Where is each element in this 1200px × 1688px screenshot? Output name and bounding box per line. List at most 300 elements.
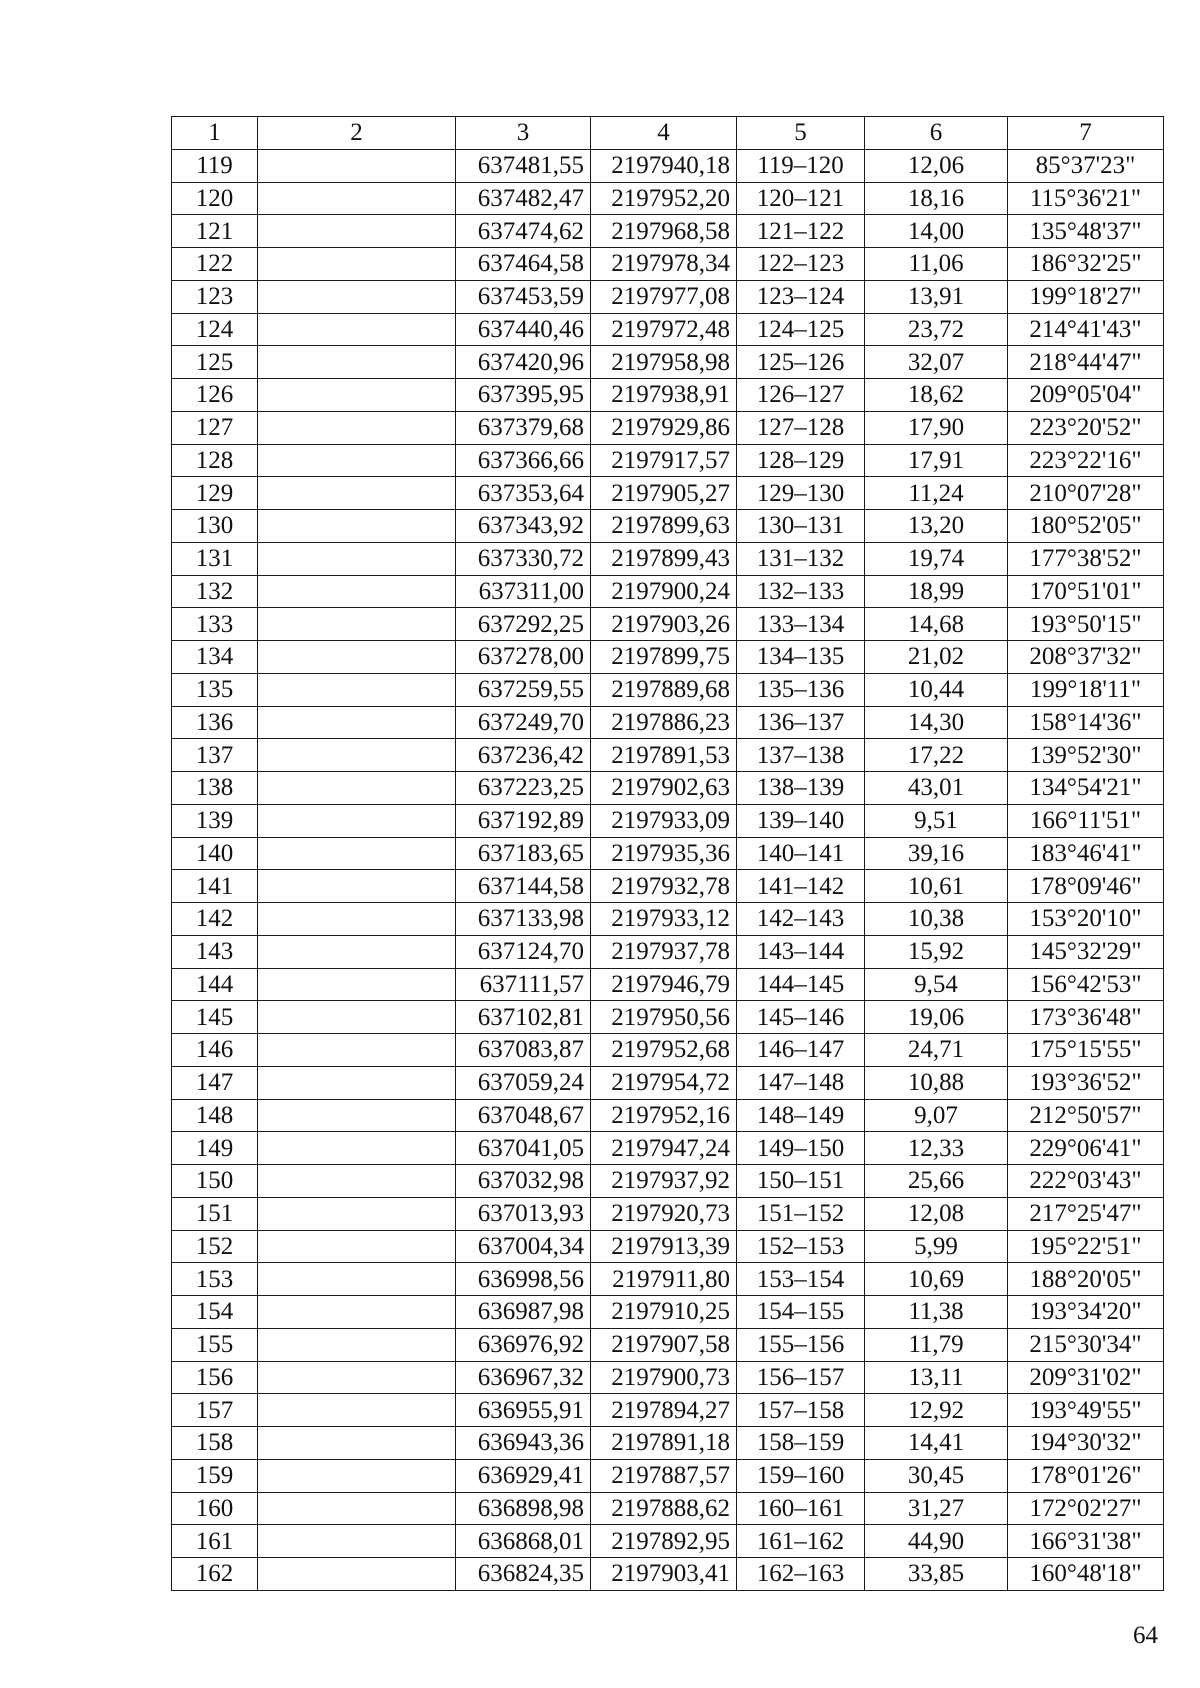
table-row (172, 215, 1164, 248)
description-cell (258, 280, 456, 313)
description-cell (258, 1165, 456, 1198)
segment-cell: 122–123 (737, 248, 865, 281)
distance-cell: 24,71 (865, 1034, 1008, 1067)
y-coordinate-cell: 2197910,25 (591, 1296, 737, 1329)
table-row (172, 870, 1164, 903)
distance-cell: 17,90 (865, 411, 1008, 444)
bearing-cell: 199°18'11" (1008, 673, 1164, 706)
segment-cell: 149–150 (737, 1132, 865, 1165)
bearing-cell: 178°09'46" (1008, 870, 1164, 903)
distance-cell: 25,66 (865, 1165, 1008, 1198)
y-coordinate-cell: 2197952,20 (591, 182, 737, 215)
distance-cell: 44,90 (865, 1525, 1008, 1558)
column-header: 3 (456, 117, 591, 150)
table-row (172, 706, 1164, 739)
x-coordinate-cell: 637330,72 (456, 542, 591, 575)
point-number-cell: 160 (172, 1492, 258, 1525)
segment-cell: 157–158 (737, 1394, 865, 1427)
table-row (172, 1132, 1164, 1165)
column-header: 6 (865, 117, 1008, 150)
segment-cell: 145–146 (737, 1001, 865, 1034)
segment-cell: 139–140 (737, 804, 865, 837)
distance-cell: 39,16 (865, 837, 1008, 870)
segment-cell: 141–142 (737, 870, 865, 903)
description-cell (258, 346, 456, 379)
bearing-cell: 177°38'52" (1008, 542, 1164, 575)
point-number-cell: 126 (172, 379, 258, 412)
x-coordinate-cell: 636929,41 (456, 1459, 591, 1492)
x-coordinate-cell: 637278,00 (456, 641, 591, 674)
point-number-cell: 151 (172, 1197, 258, 1230)
x-coordinate-cell: 637311,00 (456, 575, 591, 608)
segment-cell: 140–141 (737, 837, 865, 870)
bearing-cell: 85°37'23" (1008, 149, 1164, 182)
y-coordinate-cell: 2197968,58 (591, 215, 737, 248)
distance-cell: 18,16 (865, 182, 1008, 215)
distance-cell: 10,88 (865, 1066, 1008, 1099)
distance-cell: 19,06 (865, 1001, 1008, 1034)
y-coordinate-cell: 2197899,43 (591, 542, 737, 575)
point-number-cell: 123 (172, 280, 258, 313)
distance-cell: 19,74 (865, 542, 1008, 575)
y-coordinate-cell: 2197937,78 (591, 935, 737, 968)
bearing-cell: 183°46'41" (1008, 837, 1164, 870)
table-row (172, 935, 1164, 968)
y-coordinate-cell: 2197903,41 (591, 1558, 737, 1591)
y-coordinate-cell: 2197938,91 (591, 379, 737, 412)
x-coordinate-cell: 636998,56 (456, 1263, 591, 1296)
description-cell (258, 968, 456, 1001)
segment-cell: 130–131 (737, 510, 865, 543)
point-number-cell: 142 (172, 903, 258, 936)
document-page (171, 116, 1163, 1591)
bearing-cell: 193°34'20" (1008, 1296, 1164, 1329)
bearing-cell: 178°01'26" (1008, 1459, 1164, 1492)
point-number-cell: 152 (172, 1230, 258, 1263)
y-coordinate-cell: 2197947,24 (591, 1132, 737, 1165)
description-cell (258, 542, 456, 575)
x-coordinate-cell: 636967,32 (456, 1361, 591, 1394)
table-row (172, 1263, 1164, 1296)
y-coordinate-cell: 2197932,78 (591, 870, 737, 903)
segment-cell: 150–151 (737, 1165, 865, 1198)
x-coordinate-cell: 637395,95 (456, 379, 591, 412)
x-coordinate-cell: 637353,64 (456, 477, 591, 510)
column-header: 4 (591, 117, 737, 150)
point-number-cell: 130 (172, 510, 258, 543)
x-coordinate-cell: 637102,81 (456, 1001, 591, 1034)
description-cell (258, 1066, 456, 1099)
bearing-cell: 209°05'04" (1008, 379, 1164, 412)
distance-cell: 12,08 (865, 1197, 1008, 1230)
distance-cell: 10,61 (865, 870, 1008, 903)
point-number-cell: 149 (172, 1132, 258, 1165)
distance-cell: 10,69 (865, 1263, 1008, 1296)
description-cell (258, 215, 456, 248)
table-row (172, 477, 1164, 510)
description-cell (258, 149, 456, 182)
x-coordinate-cell: 636824,35 (456, 1558, 591, 1591)
table-row (172, 1361, 1164, 1394)
table-row (172, 641, 1164, 674)
distance-cell: 11,06 (865, 248, 1008, 281)
description-cell (258, 1328, 456, 1361)
point-number-cell: 125 (172, 346, 258, 379)
segment-cell: 135–136 (737, 673, 865, 706)
y-coordinate-cell: 2197892,95 (591, 1525, 737, 1558)
bearing-cell: 209°31'02" (1008, 1361, 1164, 1394)
table-row (172, 542, 1164, 575)
point-number-cell: 141 (172, 870, 258, 903)
segment-cell: 153–154 (737, 1263, 865, 1296)
description-cell (258, 903, 456, 936)
description-cell (258, 248, 456, 281)
bearing-cell: 194°30'32" (1008, 1427, 1164, 1460)
y-coordinate-cell: 2197899,63 (591, 510, 737, 543)
point-number-cell: 140 (172, 837, 258, 870)
x-coordinate-cell: 637004,34 (456, 1230, 591, 1263)
distance-cell: 14,30 (865, 706, 1008, 739)
description-cell (258, 313, 456, 346)
point-number-cell: 124 (172, 313, 258, 346)
table-row (172, 772, 1164, 805)
bearing-cell: 153°20'10" (1008, 903, 1164, 936)
x-coordinate-cell: 637366,66 (456, 444, 591, 477)
bearing-cell: 218°44'47" (1008, 346, 1164, 379)
y-coordinate-cell: 2197905,27 (591, 477, 737, 510)
bearing-cell: 135°48'37" (1008, 215, 1164, 248)
segment-cell: 131–132 (737, 542, 865, 575)
x-coordinate-cell: 637192,89 (456, 804, 591, 837)
distance-cell: 18,62 (865, 379, 1008, 412)
table-header-row (172, 117, 1164, 150)
distance-cell: 32,07 (865, 346, 1008, 379)
column-header: 1 (172, 117, 258, 150)
segment-cell: 125–126 (737, 346, 865, 379)
segment-cell: 134–135 (737, 641, 865, 674)
bearing-cell: 195°22'51" (1008, 1230, 1164, 1263)
y-coordinate-cell: 2197913,39 (591, 1230, 737, 1263)
description-cell (258, 706, 456, 739)
x-coordinate-cell: 637453,59 (456, 280, 591, 313)
x-coordinate-cell: 637474,62 (456, 215, 591, 248)
point-number-cell: 145 (172, 1001, 258, 1034)
bearing-cell: 166°11'51" (1008, 804, 1164, 837)
distance-cell: 12,06 (865, 149, 1008, 182)
point-number-cell: 135 (172, 673, 258, 706)
description-cell (258, 1394, 456, 1427)
segment-cell: 119–120 (737, 149, 865, 182)
segment-cell: 161–162 (737, 1525, 865, 1558)
y-coordinate-cell: 2197935,36 (591, 837, 737, 870)
point-number-cell: 131 (172, 542, 258, 575)
table-row (172, 739, 1164, 772)
point-number-cell: 127 (172, 411, 258, 444)
y-coordinate-cell: 2197937,92 (591, 1165, 737, 1198)
table-row (172, 1427, 1164, 1460)
y-coordinate-cell: 2197900,24 (591, 575, 737, 608)
table-row (172, 280, 1164, 313)
segment-cell: 154–155 (737, 1296, 865, 1329)
table-row (172, 1165, 1164, 1198)
segment-cell: 158–159 (737, 1427, 865, 1460)
table-row (172, 444, 1164, 477)
distance-cell: 9,07 (865, 1099, 1008, 1132)
distance-cell: 17,22 (865, 739, 1008, 772)
description-cell (258, 870, 456, 903)
distance-cell: 13,20 (865, 510, 1008, 543)
x-coordinate-cell: 637223,25 (456, 772, 591, 805)
description-cell (258, 641, 456, 674)
point-number-cell: 153 (172, 1263, 258, 1296)
segment-cell: 142–143 (737, 903, 865, 936)
bearing-cell: 186°32'25" (1008, 248, 1164, 281)
y-coordinate-cell: 2197978,34 (591, 248, 737, 281)
segment-cell: 155–156 (737, 1328, 865, 1361)
distance-cell: 12,92 (865, 1394, 1008, 1427)
y-coordinate-cell: 2197940,18 (591, 149, 737, 182)
segment-cell: 126–127 (737, 379, 865, 412)
x-coordinate-cell: 637236,42 (456, 739, 591, 772)
bearing-cell: 180°52'05" (1008, 510, 1164, 543)
point-number-cell: 129 (172, 477, 258, 510)
description-cell (258, 673, 456, 706)
description-cell (258, 804, 456, 837)
table-row (172, 313, 1164, 346)
point-number-cell: 128 (172, 444, 258, 477)
segment-cell: 127–128 (737, 411, 865, 444)
description-cell (258, 837, 456, 870)
segment-cell: 162–163 (737, 1558, 865, 1591)
x-coordinate-cell: 637032,98 (456, 1165, 591, 1198)
distance-cell: 43,01 (865, 772, 1008, 805)
segment-cell: 128–129 (737, 444, 865, 477)
point-number-cell: 143 (172, 935, 258, 968)
segment-cell: 137–138 (737, 739, 865, 772)
distance-cell: 11,79 (865, 1328, 1008, 1361)
column-header: 2 (258, 117, 456, 150)
x-coordinate-cell: 636955,91 (456, 1394, 591, 1427)
point-number-cell: 121 (172, 215, 258, 248)
y-coordinate-cell: 2197977,08 (591, 280, 737, 313)
bearing-cell: 134°54'21" (1008, 772, 1164, 805)
x-coordinate-cell: 637249,70 (456, 706, 591, 739)
description-cell (258, 379, 456, 412)
distance-cell: 15,92 (865, 935, 1008, 968)
point-number-cell: 159 (172, 1459, 258, 1492)
x-coordinate-cell: 637111,57 (456, 968, 591, 1001)
y-coordinate-cell: 2197911,80 (591, 1263, 737, 1296)
distance-cell: 14,41 (865, 1427, 1008, 1460)
bearing-cell: 172°02'27" (1008, 1492, 1164, 1525)
y-coordinate-cell: 2197886,23 (591, 706, 737, 739)
bearing-cell: 166°31'38" (1008, 1525, 1164, 1558)
x-coordinate-cell: 636898,98 (456, 1492, 591, 1525)
point-number-cell: 139 (172, 804, 258, 837)
y-coordinate-cell: 2197891,53 (591, 739, 737, 772)
description-cell (258, 575, 456, 608)
segment-cell: 136–137 (737, 706, 865, 739)
distance-cell: 12,33 (865, 1132, 1008, 1165)
point-number-cell: 146 (172, 1034, 258, 1067)
bearing-cell: 212°50'57" (1008, 1099, 1164, 1132)
y-coordinate-cell: 2197929,86 (591, 411, 737, 444)
distance-cell: 11,38 (865, 1296, 1008, 1329)
segment-cell: 152–153 (737, 1230, 865, 1263)
point-number-cell: 155 (172, 1328, 258, 1361)
bearing-cell: 208°37'32" (1008, 641, 1164, 674)
distance-cell: 13,91 (865, 280, 1008, 313)
bearing-cell: 115°36'21" (1008, 182, 1164, 215)
y-coordinate-cell: 2197933,12 (591, 903, 737, 936)
table-row (172, 1197, 1164, 1230)
column-header: 5 (737, 117, 865, 150)
point-number-cell: 156 (172, 1361, 258, 1394)
bearing-cell: 188°20'05" (1008, 1263, 1164, 1296)
x-coordinate-cell: 637048,67 (456, 1099, 591, 1132)
description-cell (258, 1492, 456, 1525)
segment-cell: 156–157 (737, 1361, 865, 1394)
description-cell (258, 510, 456, 543)
point-number-cell: 119 (172, 149, 258, 182)
y-coordinate-cell: 2197958,98 (591, 346, 737, 379)
segment-cell: 143–144 (737, 935, 865, 968)
bearing-cell: 139°52'30" (1008, 739, 1164, 772)
table-row (172, 903, 1164, 936)
x-coordinate-cell: 636868,01 (456, 1525, 591, 1558)
column-header: 7 (1008, 117, 1164, 150)
point-number-cell: 144 (172, 968, 258, 1001)
x-coordinate-cell: 637440,46 (456, 313, 591, 346)
point-number-cell: 136 (172, 706, 258, 739)
point-number-cell: 134 (172, 641, 258, 674)
table-row (172, 804, 1164, 837)
table-row (172, 1066, 1164, 1099)
bearing-cell: 214°41'43" (1008, 313, 1164, 346)
point-number-cell: 148 (172, 1099, 258, 1132)
x-coordinate-cell: 637133,98 (456, 903, 591, 936)
table-row (172, 1525, 1164, 1558)
point-number-cell: 162 (172, 1558, 258, 1591)
table-body (172, 149, 1164, 1590)
description-cell (258, 935, 456, 968)
table-row (172, 1459, 1164, 1492)
y-coordinate-cell: 2197889,68 (591, 673, 737, 706)
table-row (172, 510, 1164, 543)
y-coordinate-cell: 2197954,72 (591, 1066, 737, 1099)
bearing-cell: 229°06'41" (1008, 1132, 1164, 1165)
x-coordinate-cell: 637124,70 (456, 935, 591, 968)
distance-cell: 11,24 (865, 477, 1008, 510)
description-cell (258, 1361, 456, 1394)
point-number-cell: 120 (172, 182, 258, 215)
x-coordinate-cell: 636976,92 (456, 1328, 591, 1361)
y-coordinate-cell: 2197952,68 (591, 1034, 737, 1067)
segment-cell: 129–130 (737, 477, 865, 510)
bearing-cell: 223°22'16" (1008, 444, 1164, 477)
bearing-cell: 193°49'55" (1008, 1394, 1164, 1427)
distance-cell: 21,02 (865, 641, 1008, 674)
table-row (172, 608, 1164, 641)
segment-cell: 151–152 (737, 1197, 865, 1230)
y-coordinate-cell: 2197907,58 (591, 1328, 737, 1361)
description-cell (258, 1459, 456, 1492)
point-number-cell: 132 (172, 575, 258, 608)
y-coordinate-cell: 2197933,09 (591, 804, 737, 837)
table-row (172, 1230, 1164, 1263)
point-number-cell: 158 (172, 1427, 258, 1460)
x-coordinate-cell: 636943,36 (456, 1427, 591, 1460)
bearing-cell: 199°18'27" (1008, 280, 1164, 313)
segment-cell: 123–124 (737, 280, 865, 313)
distance-cell: 14,00 (865, 215, 1008, 248)
segment-cell: 138–139 (737, 772, 865, 805)
x-coordinate-cell: 637259,55 (456, 673, 591, 706)
description-cell (258, 411, 456, 444)
table-row (172, 575, 1164, 608)
bearing-cell: 158°14'36" (1008, 706, 1164, 739)
bearing-cell: 217°25'47" (1008, 1197, 1164, 1230)
point-number-cell: 133 (172, 608, 258, 641)
point-number-cell: 154 (172, 1296, 258, 1329)
table-row (172, 1296, 1164, 1329)
x-coordinate-cell: 637482,47 (456, 182, 591, 215)
segment-cell: 159–160 (737, 1459, 865, 1492)
table-row (172, 1099, 1164, 1132)
table-row (172, 673, 1164, 706)
bearing-cell: 210°07'28" (1008, 477, 1164, 510)
point-number-cell: 138 (172, 772, 258, 805)
description-cell (258, 1558, 456, 1591)
description-cell (258, 1197, 456, 1230)
bearing-cell: 173°36'48" (1008, 1001, 1164, 1034)
bearing-cell: 145°32'29" (1008, 935, 1164, 968)
y-coordinate-cell: 2197900,73 (591, 1361, 737, 1394)
description-cell (258, 1427, 456, 1460)
segment-cell: 160–161 (737, 1492, 865, 1525)
y-coordinate-cell: 2197946,79 (591, 968, 737, 1001)
table-row (172, 346, 1164, 379)
distance-cell: 9,51 (865, 804, 1008, 837)
point-number-cell: 157 (172, 1394, 258, 1427)
table-row (172, 411, 1164, 444)
point-number-cell: 147 (172, 1066, 258, 1099)
segment-cell: 148–149 (737, 1099, 865, 1132)
description-cell (258, 1296, 456, 1329)
y-coordinate-cell: 2197920,73 (591, 1197, 737, 1230)
bearing-cell: 175°15'55" (1008, 1034, 1164, 1067)
distance-cell: 5,99 (865, 1230, 1008, 1263)
table-row (172, 1492, 1164, 1525)
table-row (172, 248, 1164, 281)
bearing-cell: 223°20'52" (1008, 411, 1164, 444)
distance-cell: 18,99 (865, 575, 1008, 608)
y-coordinate-cell: 2197903,26 (591, 608, 737, 641)
segment-cell: 124–125 (737, 313, 865, 346)
description-cell (258, 1099, 456, 1132)
bearing-cell: 222°03'43" (1008, 1165, 1164, 1198)
bearing-cell: 215°30'34" (1008, 1328, 1164, 1361)
distance-cell: 23,72 (865, 313, 1008, 346)
table-row (172, 182, 1164, 215)
table-row (172, 1394, 1164, 1427)
distance-cell: 14,68 (865, 608, 1008, 641)
y-coordinate-cell: 2197887,57 (591, 1459, 737, 1492)
bearing-cell: 193°50'15" (1008, 608, 1164, 641)
x-coordinate-cell: 637144,58 (456, 870, 591, 903)
distance-cell: 10,44 (865, 673, 1008, 706)
x-coordinate-cell: 637464,58 (456, 248, 591, 281)
